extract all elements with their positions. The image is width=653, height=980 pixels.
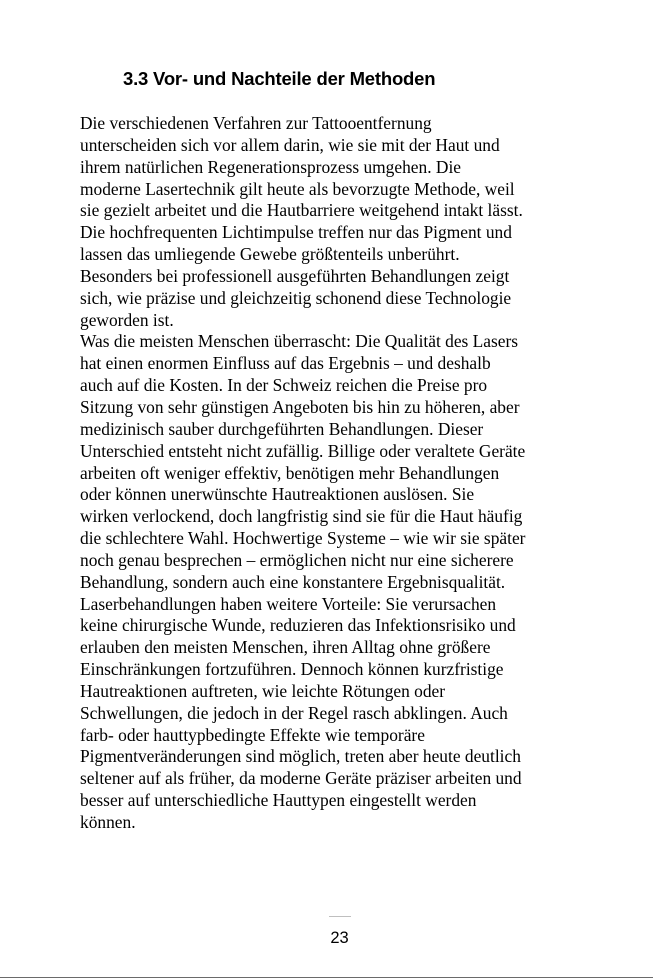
body-line: die schlechtere Wahl. Hochwertige Systeme – wie wir sie später (80, 528, 526, 549)
body-line: arbeiten oft weniger effektiv, benötigen mehr Behandlungen (80, 462, 500, 483)
body-line: Die verschiedenen Verfahren zur Tattooentfernung (80, 113, 432, 133)
body-line: ihrem natürlichen Regenerationsprozess umgehen. Die (80, 156, 462, 177)
body-line: noch genau besprechen – ermöglichen nicht nur eine sicherere (80, 549, 514, 570)
body-line: Sitzung von sehr günstigen Angeboten bis hin zu höheren, aber (80, 396, 520, 417)
body-line: medizinisch sauber durchgeführten Behandlungen. Dieser (80, 418, 484, 439)
body-line: erlauben den meisten Menschen, ihren Alltag ohne größere (80, 637, 491, 658)
body-line: geworden ist. (80, 309, 174, 330)
body-line: sich, wie präzise und gleichzeitig schonend diese Technologie (80, 287, 512, 308)
body-line: moderne Lasertechnik gilt heute als bevorzugte Methode, weil (80, 178, 515, 199)
body-line: Behandlung, sondern auch eine konstantere Ergebnisqualität. (80, 571, 506, 592)
body-line: Laserbehandlungen haben weitere Vorteile: Sie verursachen (80, 593, 497, 614)
body-line: oder können unerwünschte Hautreaktionen auslösen. Sie (80, 484, 475, 505)
body-line: seltener auf als früher, da moderne Geräte präziser arbeiten und (80, 768, 522, 789)
body-line: lassen das umliegende Gewebe größtenteils unberührt. (80, 244, 460, 265)
body-line: Pigmentveränderungen sind möglich, treten aber heute deutlich (80, 746, 521, 767)
body-line: farb- oder hauttypbedingte Effekte wie temporäre (80, 724, 425, 745)
body-line: Hautreaktionen auftreten, wie leichte Rötungen oder (80, 680, 446, 701)
body-line: sie gezielt arbeitet und die Hautbarriere weitgehend intakt lässt. (80, 200, 523, 221)
body-line: besser auf unterschiedliche Hauttypen eingestellt werden (80, 790, 477, 811)
body-line: Was die meisten Menschen überrascht: Die Qualität des Lasers (80, 331, 519, 352)
body-line: Einschränkungen fortzuführen. Dennoch können kurzfristige (80, 659, 504, 680)
body-line: Die hochfrequenten Lichtimpulse treffen nur das Pigment und (80, 222, 512, 243)
body-line: Schwellungen, die jedoch in der Regel rasch abklingen. Auch (80, 702, 508, 723)
body-line: auch auf die Kosten. In der Schweiz reichen die Preise pro (80, 375, 488, 396)
body-line: wirken verlockend, doch langfristig sind sie für die Haut häufig (80, 506, 523, 527)
body-line: unterscheiden sich vor allem darin, wie sie mit der Haut und (80, 134, 500, 155)
body-text (80, 113, 605, 834)
page-bottom-edge (0, 977, 653, 978)
body-line: keine chirurgische Wunde, reduzieren das Infektionsrisiko und (80, 615, 516, 636)
page-number: 23 (330, 929, 349, 947)
body-line: können. (80, 812, 136, 832)
section-heading: 3.3 Vor- und Nachteile der Methoden (123, 68, 436, 89)
body-line: Besonders bei professionell ausgeführten Behandlungen zeigt (80, 265, 510, 286)
body-line: hat einen enormen Einfluss auf das Ergebnis – und deshalb (80, 353, 491, 374)
body-line: Unterschied entsteht nicht zufällig. Billige oder veraltete Geräte (80, 440, 526, 461)
footer-divider (329, 916, 351, 917)
